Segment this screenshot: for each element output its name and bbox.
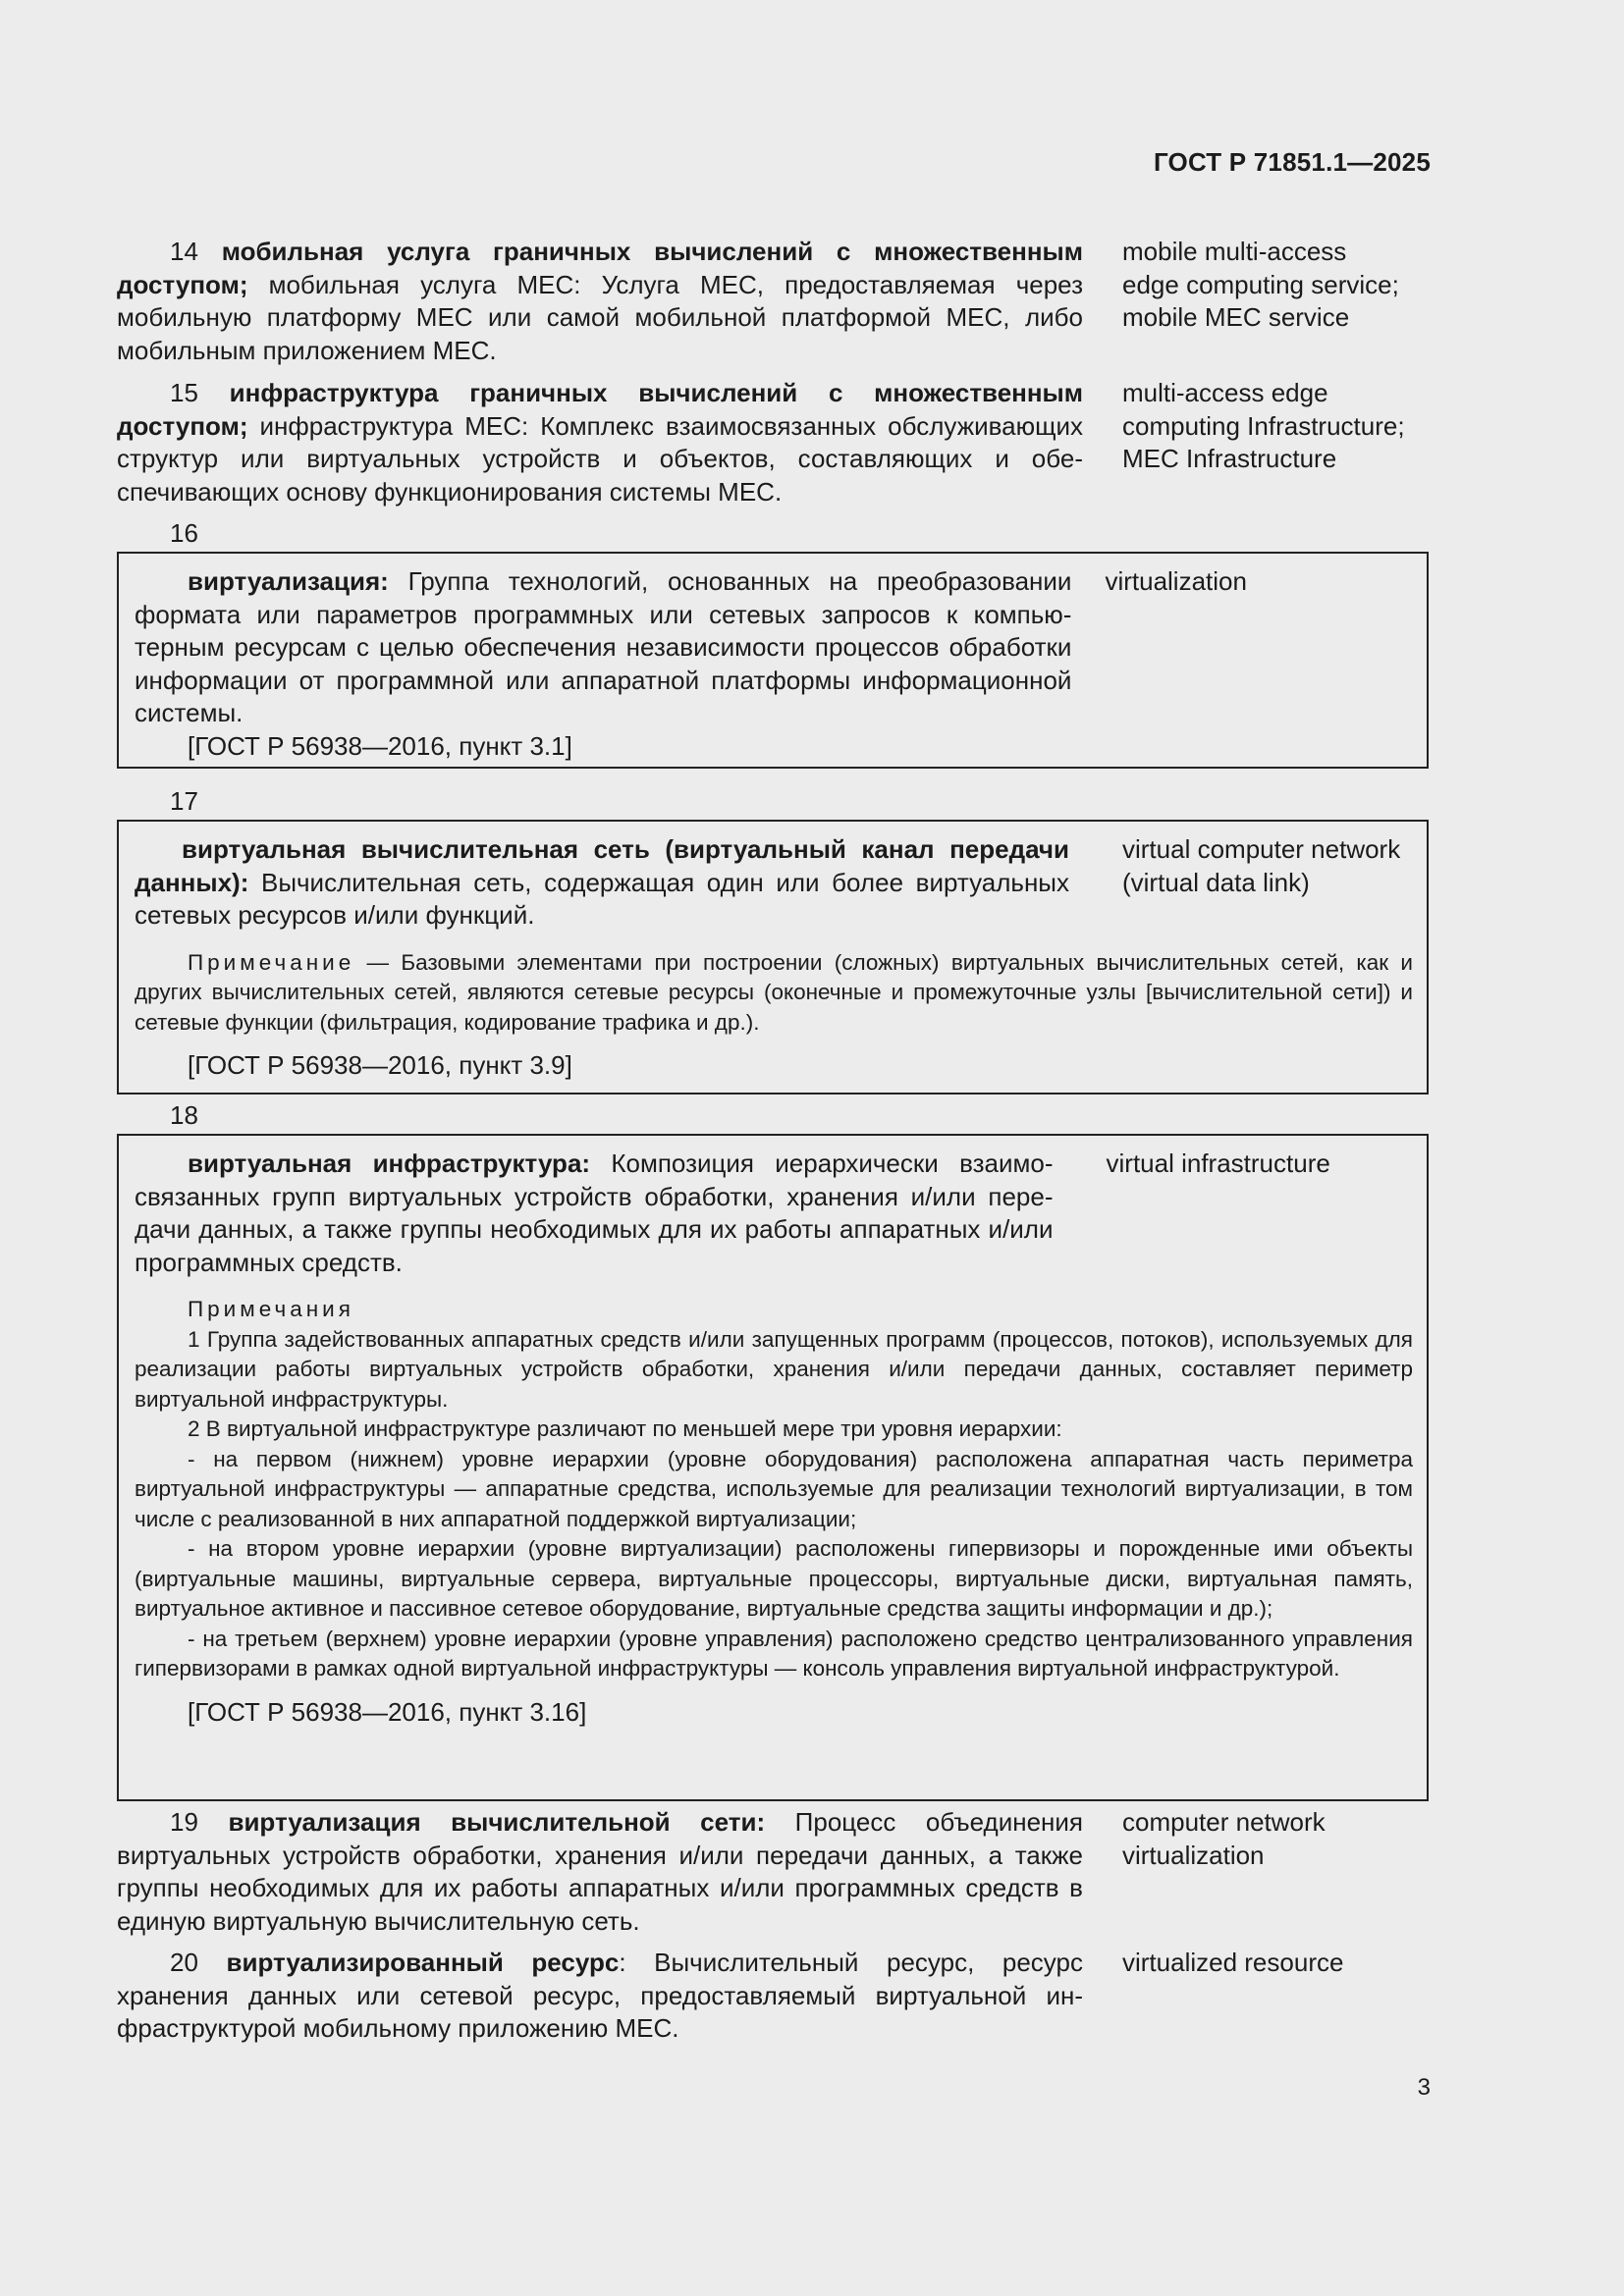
term-text: Процесс объединения виртуальных устройств обработки, хранения и/или передачи данных, а также группы необходимых для их работы аппаратных и/или программных средств в единую виртуальную вычислительную сеть. bbox=[117, 1807, 1083, 1936]
english-line: virtual computer network bbox=[1122, 834, 1401, 864]
term-16-english: virtualization bbox=[1105, 566, 1247, 596]
term-number: 20 bbox=[170, 1948, 198, 1977]
note-bullet-1 bbox=[135, 1445, 1413, 1535]
term-17-definition bbox=[135, 833, 1069, 933]
term-14-definition bbox=[117, 236, 1083, 367]
term-text: : Вычислительный ресурс, ресурс хранения данных или сетевой ресурс, предоставляемый виртуальной инфраструктурой мобильному приложению MEC. bbox=[117, 1948, 1083, 2043]
note-bullet-3 bbox=[135, 1625, 1413, 1684]
term-title: виртуальная вычислительная сеть (виртуальный канал передачи данных): bbox=[135, 834, 1069, 897]
term-title: виртуализация вычислительной сети: bbox=[228, 1807, 766, 1837]
term-20-definition bbox=[117, 1947, 1083, 2046]
term-15 bbox=[117, 377, 1431, 508]
term-text: инфраструктура MEC: Комплекс взаимосвязанных обслуживающих структур или виртуальных устройств и объектов, составляющих и обеспечивающих основу функционирования системы MEC. bbox=[117, 410, 1083, 507]
note-2 bbox=[135, 1415, 1413, 1445]
term-17-source: [ГОСТ Р 56938—2016, пункт 3.9] bbox=[188, 1050, 572, 1080]
term-18-english: virtual infrastructure bbox=[1106, 1148, 1330, 1178]
note-bullet-2 bbox=[135, 1534, 1413, 1625]
term-19-english bbox=[1122, 1806, 1431, 1938]
english-line: computing Infrastructure; bbox=[1122, 410, 1405, 441]
bullet-1-text: - на первом (нижнем) уровне иерархии (уровне оборудования) расположена аппаратная часть периметра виртуальной инфраструктуры — аппаратные средства, используемые для реализации технологий виртуализации, в том числе с реализованной в них аппаратной поддержкой виртуализации; bbox=[135, 1446, 1413, 1531]
term-number: 15 bbox=[170, 378, 198, 407]
term-20-english: virtualized resource bbox=[1122, 1948, 1344, 1977]
english-line: edge computing service; bbox=[1122, 269, 1399, 299]
english-line: multi-access edge bbox=[1122, 378, 1328, 407]
term-title: мобильная услуга граничных вычислений с множественным доступом; bbox=[117, 237, 1083, 299]
bullet-2-text: - на втором уровне иерархии (уровне виртуализации) расположены гипервизоры и порожденные ими объекты (виртуальные машины, виртуальные сервера, виртуальные процессоры, виртуальные диски, виртуальная память, виртуальное активное и пассивное сетевое оборудование, виртуальные средства защиты информации и др.); bbox=[135, 1536, 1413, 1621]
term-16-box bbox=[117, 552, 1429, 769]
term-title: виртуальная инфраструктура: bbox=[188, 1148, 591, 1178]
term-16-number: 16 bbox=[170, 518, 198, 548]
term-19 bbox=[117, 1806, 1431, 1938]
note-1 bbox=[135, 1325, 1413, 1415]
english-line: (virtual data link) bbox=[1122, 867, 1310, 897]
note-2-text: 2 В виртуальной инфраструктуре различают по меньшей мере три уровня иерархии: bbox=[188, 1416, 1062, 1441]
term-16-definition bbox=[135, 565, 1071, 730]
term-title: виртуализированный ресурс bbox=[226, 1948, 620, 1977]
term-text: Композиция иерархически взаимосвязанных групп виртуальных устройств обработки, хранения и/или передачи данных, а также группы необходимых для их работы аппаратных и/или программных средств. bbox=[135, 1148, 1054, 1277]
term-18-notes bbox=[135, 1295, 1413, 1684]
term-17-english bbox=[1122, 833, 1427, 933]
note-1-text: 1 Группа задействованных аппаратных средств и/или запущенных программ (процессов, потоков), используемых для реализации работы виртуальных устройств обработки, хранения и/или передачи данных, составляет периметр виртуальной инфраструктуры. bbox=[135, 1326, 1413, 1412]
term-text: Группа технологий, основанных на преобразовании формата или параметров программных или сетевых запросов к компьютерным ресурсам с целью обеспечения независимости процессов обработки информации от программной или аппаратной платформы информационной системы. bbox=[135, 566, 1072, 727]
english-line: computer network bbox=[1122, 1807, 1326, 1837]
term-19-definition bbox=[117, 1806, 1083, 1938]
document-id: ГОСТ Р 71851.1—2025 bbox=[1153, 147, 1431, 177]
notes-label: Примечания bbox=[188, 1297, 354, 1321]
term-18-definition bbox=[135, 1148, 1054, 1279]
note-label: Примечание bbox=[188, 949, 355, 975]
term-20 bbox=[117, 1947, 1431, 2046]
english-line: mobile multi-access bbox=[1122, 237, 1347, 266]
term-text: Вычислительная сеть, содержащая один или более виртуальных сетевых ресурсов и/или функций. bbox=[135, 867, 1069, 930]
page-number: 3 bbox=[1417, 2074, 1431, 2101]
term-number: 19 bbox=[170, 1807, 198, 1837]
term-18-number: 18 bbox=[170, 1100, 198, 1130]
term-15-english bbox=[1122, 377, 1431, 508]
term-18-box bbox=[117, 1134, 1429, 1801]
term-16-source: [ГОСТ Р 56938—2016, пункт 3.1] bbox=[188, 730, 572, 761]
term-title: инфраструктура граничных вычислений с множественным доступом; bbox=[117, 378, 1083, 441]
english-line: mobile MEC service bbox=[1122, 302, 1350, 332]
term-14-english bbox=[1122, 236, 1431, 367]
term-17-number: 17 bbox=[170, 786, 198, 816]
term-17-box bbox=[117, 820, 1429, 1095]
term-title: виртуализация: bbox=[188, 566, 389, 596]
english-line: MEC Infrastructure bbox=[1122, 444, 1337, 473]
english-line: virtualization bbox=[1122, 1840, 1265, 1870]
term-15-definition bbox=[117, 377, 1083, 508]
term-text: мобильная услуга MEC: Услуга MEC, предоставляемая через мобильную платформу MEC или самой мобильной платформой MEC, либо мобильным приложением MEC. bbox=[117, 269, 1083, 365]
term-number: 14 bbox=[170, 237, 198, 266]
term-17-note bbox=[135, 948, 1427, 1039]
term-18-source: [ГОСТ Р 56938—2016, пункт 3.16] bbox=[188, 1696, 587, 1727]
note-text: — Базовыми элементами при построении (сложных) виртуальных вычислительных сетей, как и других вычислительных сетей, являются сетевые ресурсы (оконечные и промежуточные узлы [вычислительной сети]) и сетевые функции (фильтрация, кодирование трафика и др.). bbox=[135, 949, 1413, 1035]
term-14 bbox=[117, 236, 1431, 367]
bullet-3-text: - на третьем (верхнем) уровне иерархии (уровне управления) расположено средство централизованного управления гипервизорами в рамках одной виртуальной инфраструктуры — консоль управления виртуальной инфраструктурой. bbox=[135, 1626, 1413, 1681]
